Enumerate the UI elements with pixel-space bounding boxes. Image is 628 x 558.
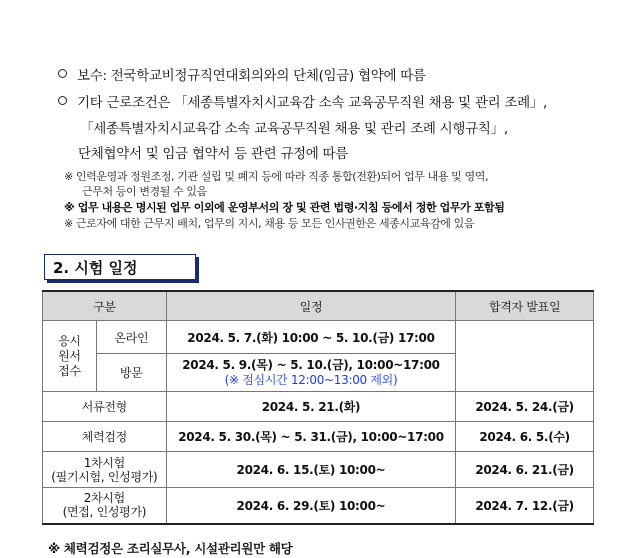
- body-line-agreements: 단체협약서 및 임금 협약서 등 관련 규정에 따름: [78, 146, 349, 162]
- section-title: 2. 시험 일정: [44, 254, 196, 280]
- doc-date: 2024. 5. 21.(화): [166, 392, 455, 422]
- first-exam-result: 2024. 6. 21.(금): [456, 452, 594, 488]
- note-authority: ※ 근로자에 대한 근무지 배치, 업무의 지시, 채용 등 모든 인사권한은 세종시교육감에 있음: [64, 217, 475, 230]
- bullet-circle-icon: [58, 96, 67, 105]
- apply-label: 응시 원서 접수: [43, 321, 97, 392]
- table-row: [43, 422, 594, 452]
- fitness-date: 2024. 5. 30.(목) ~ 5. 31.(금), 10:00~17:00: [166, 422, 455, 452]
- fitness-label: 체력검정: [43, 422, 167, 452]
- body-line-pay: 보수: 전국학교비정규직연대회의와의 단체(임금) 협약에 따름: [58, 64, 426, 84]
- header-schedule: 일정: [166, 291, 455, 321]
- online-label: 온라인: [96, 321, 166, 354]
- note-reorganization: ※ 인력운영과 정원조정, 기관 설립 및 폐지 등에 따라 직종 통합(전환)되어 업무 내용 및 영역,: [64, 170, 489, 183]
- visit-label: 방문: [96, 354, 166, 392]
- visit-date-cell: [166, 354, 455, 392]
- header-category: 구분: [43, 291, 167, 321]
- body-line-rules: 「세종특별자치시교육감 소속 교육공무직원 채용 및 관리 조례 시행규칙」,: [80, 121, 508, 137]
- table-row: [43, 321, 594, 354]
- first-exam-date: 2024. 6. 15.(토) 10:00~: [166, 452, 455, 488]
- table-header-row: [43, 291, 594, 321]
- table-row: [43, 452, 594, 488]
- footer-note: ※ 체력검정은 조리실무사, 시설관리원만 해당: [48, 541, 293, 556]
- first-exam-label: 1차시험 (필기시험, 인성평가): [43, 452, 167, 488]
- bullet-circle-icon: [58, 69, 67, 78]
- table-row: [43, 488, 594, 524]
- second-exam-label: 2차시험 (면접, 인성평가): [43, 488, 167, 524]
- doc-label: 서류전형: [43, 392, 167, 422]
- visit-lunch-note: (※ 점심시간 12:00~13:00 제외): [224, 372, 398, 387]
- table-row: [43, 392, 594, 422]
- second-exam-date: 2024. 6. 29.(토) 10:00~: [166, 488, 455, 524]
- visit-date: 2024. 5. 9.(목) ~ 5. 10.(금), 10:00~17:00: [182, 357, 440, 372]
- body-line-conditions: 기타 근로조건은 「세종특별자치시교육감 소속 교육공무직원 채용 및 관리 조례」,: [58, 91, 547, 111]
- header-announce: 합격자 발표일: [456, 291, 594, 321]
- note-duties: ※ 업무 내용은 명시된 업무 이외에 운영부서의 장 및 관련 법령·지침 등에서 정한 업무가 포함됨: [64, 201, 505, 214]
- apply-result-empty: [456, 321, 594, 392]
- doc-result: 2024. 5. 24.(금): [456, 392, 594, 422]
- fitness-result: 2024. 6. 5.(수): [456, 422, 594, 452]
- online-date: 2024. 5. 7.(화) 10:00 ~ 5. 10.(금) 17:00: [166, 321, 455, 354]
- note-reorganization-cont: 근무처 등이 변경될 수 있음: [82, 185, 207, 198]
- exam-schedule-table: [42, 290, 594, 525]
- second-exam-result: 2024. 7. 12.(금): [456, 488, 594, 524]
